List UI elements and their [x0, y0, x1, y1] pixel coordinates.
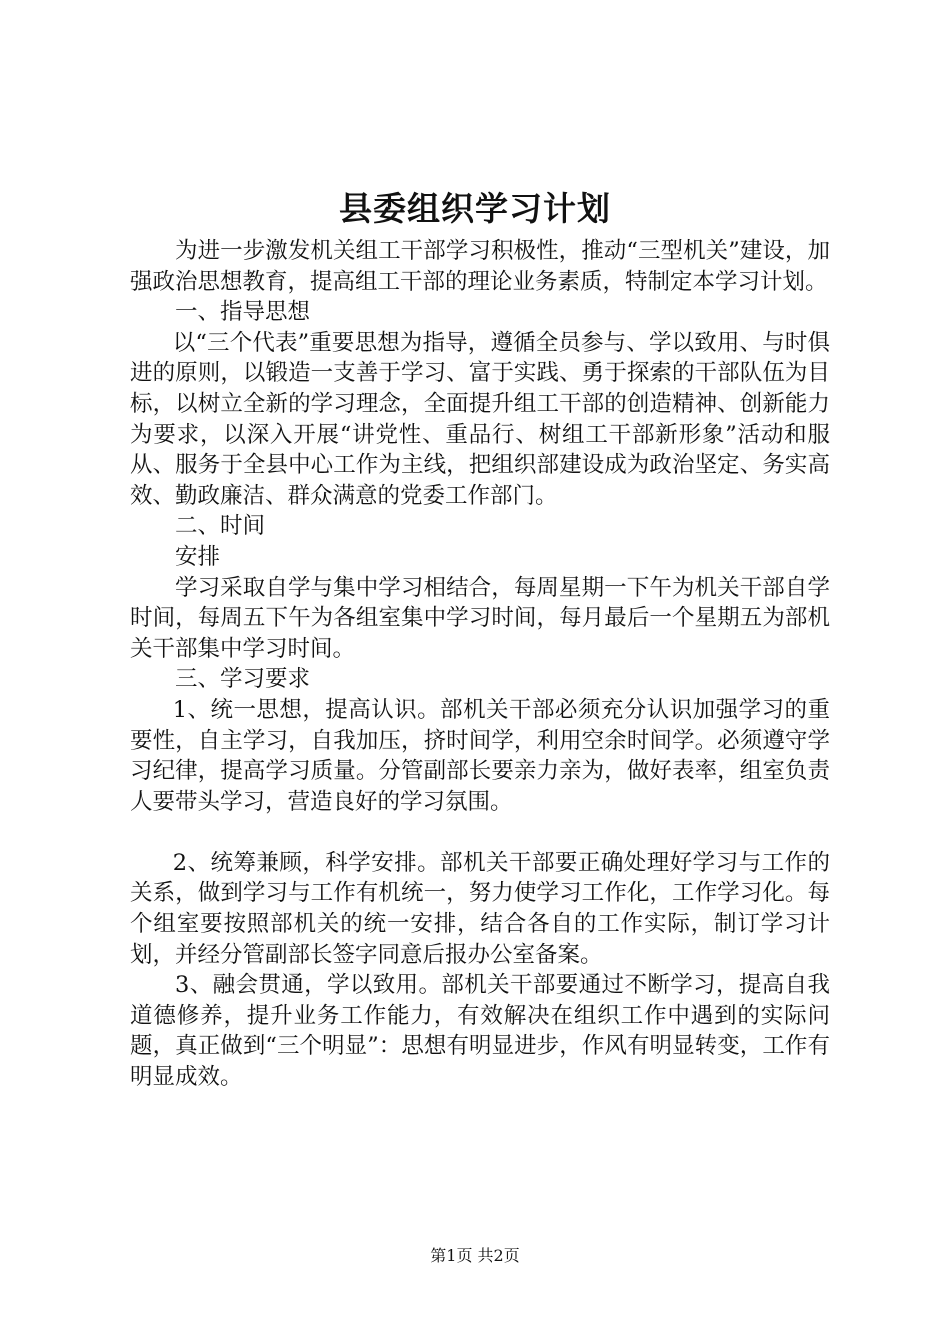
requirement-item-2: 2、统筹兼顾，科学安排。部机关干部要正确处理好学习与工作的关系，做到学习与工作有机统一，努力使学习工作化，工作学习化。每个组室要按照部机关的统一安排，结合各自的工作实际，制订学习计划，并经分管副部长签字同意后报办公室备案。: [130, 849, 830, 968]
blank-line: [130, 817, 830, 848]
section-heading-guiding-ideology: 一、指导思想: [175, 299, 311, 326]
intro-paragraph: 为进一步激发机关组工干部学习积极性，推动“三型机关”建设，加强政治思想教育，提高组工干部的理论业务素质，特制定本学习计划。: [130, 238, 830, 295]
section-heading-requirements: 三、学习要求: [175, 666, 311, 693]
document-body: [130, 236, 830, 1093]
time-arrangement-paragraph: 学习采取自学与集中学习相结合，每周星期一下午为机关干部自学时间，每周五下午为各组室集中学习时间，每月最后一个星期五为部机关干部集中学习时间。: [130, 574, 830, 662]
requirement-item-3: 3、融会贯通，学以致用。部机关干部要通过不断学习，提高自我道德修养，提升业务工作能力，有效解决在组织工作中遇到的实际问题，真正做到“三个明显”：思想有明显进步，作风有明显转变，工作有明显成效。: [130, 972, 830, 1091]
section-heading-time: 二、时间: [175, 513, 266, 540]
document-title: 县委组织学习计划: [339, 189, 611, 228]
section-heading-arrangement: 安排: [175, 543, 221, 570]
page-footer: 第1页 共2页: [430, 1246, 520, 1265]
guiding-ideology-paragraph: 以“三个代表”重要思想为指导，遵循全员参与、学以致用、与时俱进的原则，以锻造一支善于学习、富于实践、勇于探索的干部队伍为目标，以树立全新的学习理念，全面提升组工干部的创造精神、创新能力为要求，以深入开展“讲党性、重品行、树组工干部新形象”活动和服从、服务于全县中心工作为主线，把组织部建设成为政治坚定、务实高效、勤政廉洁、群众满意的党委工作部门。: [130, 329, 830, 509]
requirement-item-1: 1、统一思想，提高认识。部机关干部必须充分认识加强学习的重要性，自主学习，自我加压，挤时间学，利用空余时间学。必须遵守学习纪律，提高学习质量。分管副部长要亲力亲为，做好表率，组室负责人要带头学习，营造良好的学习氛围。: [130, 696, 830, 815]
